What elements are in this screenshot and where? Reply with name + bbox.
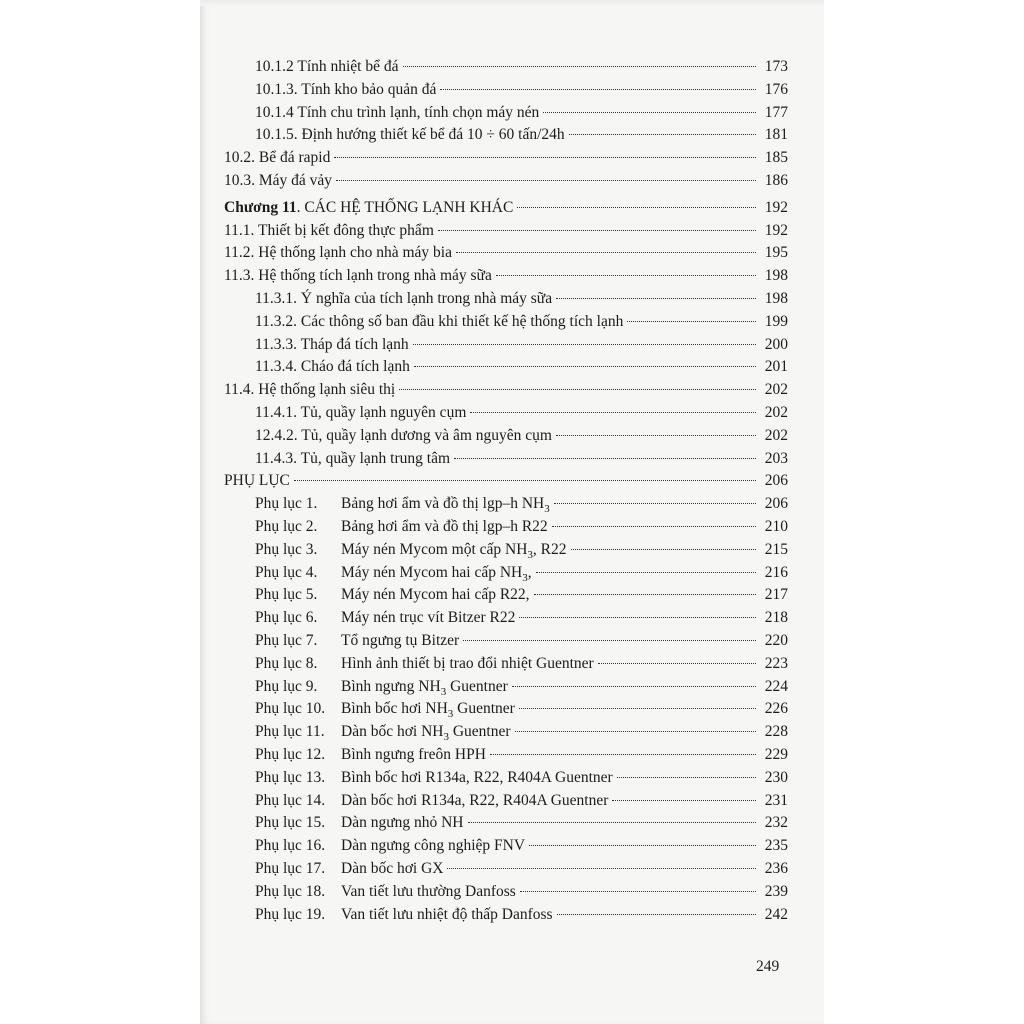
toc-entry-label <box>224 198 513 218</box>
appendix-number: Phụ lục 10. <box>255 700 326 718</box>
appendix-entry <box>255 768 613 788</box>
appendix-row <box>255 631 788 653</box>
dot-leader <box>438 230 756 231</box>
toc-page-number: 192 <box>764 221 788 239</box>
dot-leader <box>294 480 756 481</box>
toc-entry-label: 10.1.5. Định hướng thiết kế bể đá 10 ÷ 60 tấn/24h <box>255 126 565 144</box>
appendix-page-number: 210 <box>764 518 788 535</box>
appendix-entry <box>255 905 553 925</box>
appendix-number: Phụ lục 2. <box>255 518 318 535</box>
toc-page-number: 206 <box>764 472 788 490</box>
appendix-number: Phụ lục 19. <box>255 905 326 923</box>
appendix-title: Bình bốc hơi R134a, R22, R404A Guentner <box>341 768 613 786</box>
appendix-title-tail: Guentner <box>453 700 515 718</box>
dot-leader <box>463 640 756 641</box>
subscript: 3 <box>527 548 533 561</box>
appendix-row <box>255 517 788 539</box>
page-number: 249 <box>756 958 780 975</box>
dot-leader <box>529 845 756 846</box>
dot-leader <box>627 321 756 322</box>
toc-entry-label: 10.1.2 Tính nhiệt bể đá <box>255 58 399 75</box>
toc-row <box>255 312 788 334</box>
appendix-number: Phụ lục 4. <box>255 563 318 581</box>
toc-row <box>255 426 788 448</box>
appendix-title: Bảng hơi ẩm và đồ thị lgp–h NH <box>341 495 545 513</box>
dot-leader <box>334 157 756 158</box>
appendix-page-number: 206 <box>764 495 788 513</box>
appendix-number: Phụ lục 13. <box>255 768 326 786</box>
toc-entry-label: 11.2. Hệ thống lạnh cho nhà máy bia <box>224 244 452 262</box>
appendix-row <box>255 768 788 790</box>
dot-leader <box>543 112 756 113</box>
appendix-row <box>255 745 788 767</box>
dot-leader <box>612 800 756 801</box>
toc-entry-label: 11.4.3. Tủ, quầy lạnh trung tâm <box>255 449 451 467</box>
appendix-number: Phụ lục 12. <box>255 746 326 763</box>
appendix-number: Phụ lục 3. <box>255 540 318 558</box>
toc-page-number: 181 <box>764 126 788 144</box>
toc-page-number: 202 <box>764 404 788 421</box>
toc-entry-label: 11.4.1. Tủ, quầy lạnh nguyên cụm <box>255 404 467 421</box>
dot-leader <box>456 252 756 253</box>
appendix-row <box>255 540 788 562</box>
toc-entry-label: 11.3.4. Cháo đá tích lạnh <box>255 358 410 376</box>
appendix-page-number: 224 <box>764 677 788 695</box>
appendix-title: Hình ảnh thiết bị trao đổi nhiệt Guentner <box>341 654 594 672</box>
appendix-number: Phụ lục 7. <box>255 632 318 649</box>
toc-page-number: 198 <box>764 290 788 307</box>
dot-leader <box>517 207 756 208</box>
toc-entry-label: PHỤ LỤC <box>224 472 290 490</box>
appendix-page-number: 223 <box>764 654 788 672</box>
dot-leader <box>569 134 756 135</box>
toc-page-number: 185 <box>764 149 788 167</box>
appendix-entry <box>255 745 486 765</box>
appendix-entry <box>255 677 508 702</box>
appendix-entry <box>255 563 532 588</box>
appendix-row <box>255 585 788 607</box>
appendix-page-number: 231 <box>764 791 788 809</box>
appendix-title: Dàn ngưng công nghiệp FNV <box>341 837 526 855</box>
appendix-row <box>255 722 788 744</box>
appendix-title-tail: , R22 <box>532 540 567 558</box>
toc-page-number: 176 <box>764 80 788 98</box>
appendix-number: Phụ lục 9. <box>255 677 318 695</box>
appendix-title: Bảng hơi ẩm và đồ thị lgp–h R22 <box>341 518 548 535</box>
dot-leader <box>519 617 756 618</box>
appendix-title: Máy nén Mycom hai cấp NH <box>341 563 523 581</box>
appendix-row <box>255 905 788 927</box>
appendix-title-tail: Guentner <box>446 677 508 695</box>
toc-row <box>224 148 788 170</box>
appendix-title: Tổ ngưng tụ Bitzer <box>341 632 460 649</box>
toc-entry-label: 12.4.2. Tủ, quầy lạnh dương và âm nguyên cụm <box>255 426 552 444</box>
dot-leader <box>490 754 756 755</box>
appendix-title: Máy nén Mycom một cấp NH <box>341 540 528 558</box>
dot-leader <box>617 777 756 778</box>
appendix-entry <box>255 585 530 605</box>
appendix-entry <box>255 608 515 628</box>
toc-entry-label: 11.3.2. Các thông số ban đầu khi thiết kế hệ thống tích lạnh <box>255 312 624 330</box>
appendix-number: Phụ lục 17. <box>255 860 326 877</box>
toc-row <box>255 103 788 125</box>
appendix-number: Phụ lục 8. <box>255 654 318 672</box>
appendix-entry <box>255 540 567 565</box>
dot-leader <box>399 389 756 390</box>
appendix-title: Dàn bốc hơi GX <box>341 860 444 877</box>
toc-row <box>224 380 788 402</box>
appendix-page-number: 229 <box>764 746 788 763</box>
toc-row <box>255 80 788 102</box>
appendix-title: Máy nén trục vít Bitzer R22 <box>341 609 516 627</box>
toc-row <box>255 357 788 379</box>
subscript: 3 <box>522 571 528 584</box>
appendix-row <box>255 699 788 721</box>
chapter-title: . CÁC HỆ THỐNG LẠNH KHÁC <box>296 198 514 216</box>
appendix-page-number: 218 <box>764 609 788 627</box>
dot-leader <box>515 731 756 732</box>
dot-leader <box>556 298 756 299</box>
appendix-title: Bình bốc hơi NH <box>341 700 448 718</box>
toc-page-number: 177 <box>764 103 788 121</box>
dot-leader <box>336 180 756 181</box>
appendix-title-tail: , <box>527 563 532 581</box>
appendix-number: Phụ lục 15. <box>255 814 326 832</box>
appendix-number: Phụ lục 14. <box>255 791 326 809</box>
appendix-title: Van tiết lưu thường Danfoss <box>341 882 516 900</box>
chapter-number: Chương 11 <box>224 198 297 216</box>
appendix-entry <box>255 654 594 674</box>
toc-row <box>224 471 788 493</box>
appendix-page-number: 217 <box>764 586 788 604</box>
dot-leader <box>520 891 756 892</box>
appendix-number: Phụ lục 11. <box>255 723 325 741</box>
toc-row <box>224 221 788 243</box>
toc-row <box>255 449 788 471</box>
dot-leader <box>512 686 756 687</box>
appendix-page-number: 216 <box>764 563 788 581</box>
dot-leader <box>447 868 756 869</box>
appendix-number: Phụ lục 1. <box>255 495 318 513</box>
dot-leader <box>598 663 756 664</box>
toc-entry-label: 11.3. Hệ thống tích lạnh trong nhà máy sữa <box>224 267 492 285</box>
toc-entry-label: 10.1.4 Tính chu trình lạnh, tính chọn máy nén <box>255 103 540 121</box>
dot-leader <box>440 89 756 90</box>
toc-row <box>255 403 788 425</box>
appendix-page-number: 235 <box>764 837 788 855</box>
appendix-row <box>255 494 788 516</box>
toc-row <box>224 243 788 265</box>
appendix-number: Phụ lục 16. <box>255 837 326 855</box>
appendix-number: Phụ lục 5. <box>255 586 318 604</box>
dot-leader <box>454 458 756 459</box>
toc-entry-label: 11.3.3. Tháp đá tích lạnh <box>255 335 409 353</box>
toc-page-number: 186 <box>764 172 788 189</box>
appendix-number: Phụ lục 18. <box>255 882 326 900</box>
appendix-row <box>255 791 788 813</box>
appendix-page-number: 236 <box>764 860 788 877</box>
toc-row <box>255 335 788 357</box>
appendix-page-number: 220 <box>764 632 788 649</box>
toc-entry-label: 10.3. Máy đá vảy <box>224 172 333 189</box>
appendix-title-tail: Guentner <box>448 723 511 741</box>
subscript: 3 <box>447 708 454 721</box>
subscript: 3 <box>544 503 550 516</box>
appendix-entry <box>255 859 443 879</box>
appendix-page-number: 215 <box>764 540 788 558</box>
appendix-row <box>255 677 788 699</box>
toc-page-number: 195 <box>764 244 788 262</box>
dot-leader <box>496 275 756 276</box>
appendix-entry <box>255 791 608 811</box>
appendix-title: Bình ngưng NH <box>341 677 441 695</box>
appendix-row <box>255 882 788 904</box>
appendix-row <box>255 836 788 858</box>
appendix-page-number: 226 <box>764 700 788 718</box>
toc-page-number: 192 <box>764 198 788 216</box>
toc-entry-label: 11.3.1. Ý nghĩa của tích lạnh trong nhà máy sữa <box>255 290 553 307</box>
appendix-entry <box>255 722 511 747</box>
toc-page-number: 202 <box>764 426 788 444</box>
dot-leader <box>536 572 756 573</box>
appendix-entry <box>255 882 516 902</box>
appendix-entry <box>255 631 459 651</box>
appendix-title: Dàn bốc hơi R134a, R22, R404A Guentner <box>341 791 609 809</box>
appendix-title: Dàn bốc hơi NH <box>341 723 444 741</box>
appendix-title: Bình ngưng freôn HPH <box>341 746 486 763</box>
appendix-number: Phụ lục 6. <box>255 609 318 627</box>
toc-page-number: 201 <box>764 358 788 376</box>
toc-entry-label: 10.2. Bể đá rapid <box>224 149 331 167</box>
toc-row <box>255 57 788 79</box>
toc-row <box>224 198 788 220</box>
appendix-title: Van tiết lưu nhiệt độ thấp Danfoss <box>341 905 553 923</box>
dot-leader <box>519 708 756 709</box>
toc-row <box>224 171 788 193</box>
toc-page-number: 203 <box>764 449 788 467</box>
appendix-page-number: 232 <box>764 814 788 832</box>
toc-row <box>255 289 788 311</box>
appendix-row <box>255 859 788 881</box>
dot-leader <box>534 594 756 595</box>
toc-page-number: 202 <box>764 381 788 399</box>
appendix-entry <box>255 836 525 856</box>
toc-entry-label: 11.1. Thiết bị kết đông thực phẩm <box>224 221 434 239</box>
appendix-title: Máy nén Mycom hai cấp R22, <box>341 586 530 604</box>
appendix-row <box>255 813 788 835</box>
subscript: 3 <box>443 731 449 744</box>
toc-page-number: 198 <box>764 267 788 285</box>
appendix-entry <box>255 517 548 537</box>
appendix-page-number: 239 <box>764 882 788 900</box>
dot-leader <box>403 66 757 67</box>
appendix-page-number: 242 <box>764 905 788 923</box>
appendix-entry <box>255 813 464 833</box>
appendix-title: Dàn ngưng nhỏ NH <box>341 814 464 832</box>
toc-entry-label: 11.4. Hệ thống lạnh siêu thị <box>224 381 396 399</box>
dot-leader <box>571 549 757 550</box>
dot-leader <box>413 344 756 345</box>
appendix-page-number: 230 <box>764 768 788 786</box>
toc-page-number: 199 <box>764 312 788 330</box>
toc-entry-label: 10.1.3. Tính kho bảo quản đá <box>255 80 437 98</box>
appendix-row <box>255 608 788 630</box>
dot-leader <box>414 366 756 367</box>
dot-leader <box>468 822 757 823</box>
appendix-row <box>255 654 788 676</box>
appendix-entry <box>255 494 550 519</box>
toc-page-number: 173 <box>764 58 788 75</box>
subscript: 3 <box>440 685 447 698</box>
dot-leader <box>552 526 756 527</box>
dot-leader <box>556 435 756 436</box>
toc-row <box>255 125 788 147</box>
toc-page-number: 200 <box>764 335 788 353</box>
appendix-entry <box>255 699 515 724</box>
dot-leader <box>557 914 756 915</box>
appendix-row <box>255 563 788 585</box>
dot-leader <box>470 412 756 413</box>
dot-leader <box>554 503 756 504</box>
toc-row <box>224 266 788 288</box>
appendix-page-number: 228 <box>764 723 788 741</box>
